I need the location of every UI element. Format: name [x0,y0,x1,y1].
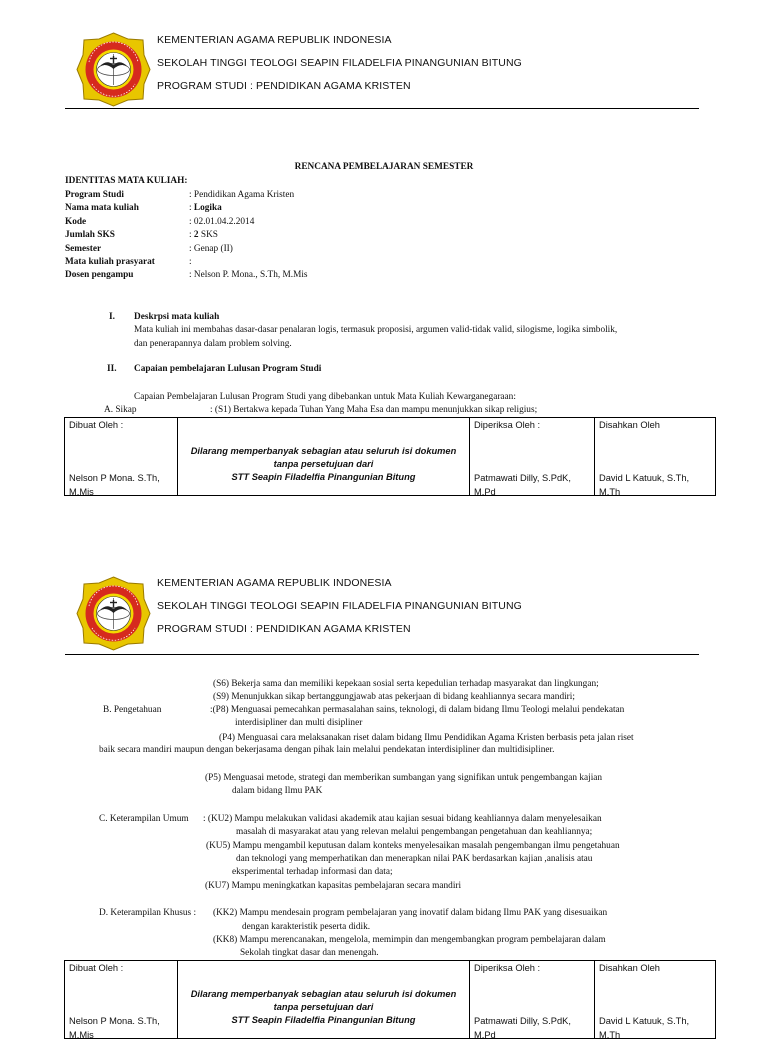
warning-cell [178,418,470,496]
pengetahuan-item: dalam bidang Ilmu PAK [232,786,323,796]
identity-value: : Pendidikan Agama Kristen [189,190,295,200]
keterampilan-khusus-item: (KK8) Mampu merencanakan, mengelola, memimpin dan mengembangkan program pembelajaran dalam [213,935,606,945]
identity-value: : Genap (II) [189,244,233,254]
approved-by-name: David L Katuuk, S.Th, [599,1016,690,1026]
checked-by-label: Diperiksa Oleh : [474,420,541,430]
identity-label: Dosen pengampu [65,270,134,280]
sikap-item: (S9) Menunjukkan sikap bertanggungjawab atas pekerjaan di bidang keahliannya secara mandiri; [213,692,575,702]
identity-heading: IDENTITAS MATA KULIAH: [65,176,188,186]
pengetahuan-item: (P4) Menguasai cara melaksanakan riset dalam bidang Ilmu Pendidikan Agama Kristen berbasis peta jalan riset [219,733,634,743]
header-divider [65,108,699,109]
header-ministry: KEMENTERIAN AGAMA REPUBLIK INDONESIA [157,577,392,589]
identity-value: : Logika [189,203,222,213]
keterampilan-umum-item: dan teknologi yang memperhatikan dan menerapkan nilai PAK berdasarkan kajian ,analisis atau [236,854,593,864]
made-by-title: M.Mis [69,487,94,497]
header-logo [76,32,151,107]
section-number: II. [107,364,117,374]
header-school-name: SEKOLAH TINGGI TEOLOGI SEAPIN FILADELFIA PINANGUNIAN BITUNG [157,600,522,612]
description-text: Mata kuliah ini membahas dasar-dasar penalaran logis, termasuk proposisi, argumen valid-tidak valid, silogisme, logika simbolik, [134,325,618,335]
approved-by-title: M.Th [599,1030,621,1040]
made-by-name: Nelson P Mona. S.Th, [69,1016,160,1026]
approved-by-title: M.Th [599,487,621,497]
header-school-name: SEKOLAH TINGGI TEOLOGI SEAPIN FILADELFIA PINANGUNIAN BITUNG [157,57,522,69]
keterampilan-umum-item: (KU5) Mampu mengambil keputusan dalam konteks menyelesaikan masalah pengembangan ilmu pengetahuan [206,841,620,851]
identity-value: : 2 SKS [189,230,218,240]
signature-table [64,417,716,496]
header-program: PROGRAM STUDI : PENDIDIKAN AGAMA KRISTEN [157,80,411,92]
sikap-item: (S6) Bekerja sama dan memiliki kepekaan sosial serta kepedulian terhadap masyarakat dan lingkungan; [213,679,599,689]
checked-by-name: Patmawati Dilly, S.PdK, [474,1016,571,1026]
header-program: PROGRAM STUDI : PENDIDIKAN AGAMA KRISTEN [157,623,411,635]
checked-by-name: Patmawati Dilly, S.PdK, [474,473,571,483]
section-title: Deskrpsi mata kuliah [134,312,220,322]
cpl-intro: Capaian Pembelajaran Lulusan Program Studi yang dibebankan untuk Mata Kuliah Kewarganegaraan: [134,392,516,402]
copy-warning: STT Seapin Filadelfia Pinangunian Bitung [231,1015,416,1025]
signature-table-clip [0,960,768,1040]
approved-by-label: Disahkan Oleh [599,963,660,973]
keterampilan-umum-item: eksperimental terhadap informasi dan data; [232,867,393,877]
made-by-label: Dibuat Oleh : [69,420,124,430]
made-by-cell [65,961,178,1039]
section-title: Capaian pembelajaran Lulusan Program Studi [134,364,322,374]
identity-value: : Nelson P. Mona., S.Th, M.Mis [189,270,308,280]
made-by-cell [65,418,178,496]
header-logo [76,576,151,651]
approved-by-cell [595,961,716,1039]
identity-label: Jumlah SKS [65,230,115,240]
keterampilan-khusus-item: Sekolah tingkat dasar dan menengah. [240,948,379,958]
identity-label: Program Studi [65,190,124,200]
header-ministry: KEMENTERIAN AGAMA REPUBLIK INDONESIA [157,34,392,46]
copy-warning: Dilarang memperbanyak sebagian atau seluruh isi dokumen [190,446,457,456]
copy-warning: tanpa persetujuan dari [273,1002,374,1012]
keterampilan-umum-item: masalah di masyarakat atau yang relevan melalui pengembangan pengetahuan dan keahliannya; [236,827,593,837]
checked-by-cell [470,961,595,1039]
pengetahuan-item: (P5) Menguasai metode, strategi dan memberikan sumbangan yang signifikan untuk pengembangan kajian [205,773,603,783]
sikap-label: A. Sikap [104,405,137,415]
keterampilan-khusus-item: dengan karakteristik peserta didik. [242,922,371,932]
checked-by-title: M.Pd [474,487,496,497]
made-by-label: Dibuat Oleh : [69,963,124,973]
approved-by-name: David L Katuuk, S.Th, [599,473,690,483]
document-title: RENCANA PEMBELAJARAN SEMESTER [294,162,474,172]
identity-label: Kode [65,217,87,227]
copy-warning: STT Seapin Filadelfia Pinangunian Bitung [231,472,416,482]
copy-warning: Dilarang memperbanyak sebagian atau seluruh isi dokumen [190,989,457,999]
made-by-title: M.Mis [69,1030,94,1040]
keterampilan-umum-item: : (KU2) Mampu melakukan validasi akademik atau kajian sesuai bidang keahliannya dalam menyelesaikan [203,814,602,824]
checked-by-title: M.Pd [474,1030,496,1040]
pengetahuan-item: :(P8) Menguasai pemecahkan permasalahan sains, teknologi, di dalam bidang Ilmu Teologi melalui pendekatan [210,705,625,715]
school-emblem-icon [76,576,151,651]
identity-value: : [189,257,192,267]
identity-label: Nama mata kuliah [65,203,139,213]
pengetahuan-item: baik secara mandiri maupun dengan bekerjasama dengan pihak lain melalui pendekatan interdisipliner dan multidisipliner. [99,745,555,755]
section-number: I. [109,312,115,322]
warning-cell [178,961,470,1039]
school-emblem-icon [76,32,151,107]
identity-label: Mata kuliah prasyarat [65,257,155,267]
approved-by-label: Disahkan Oleh [599,420,660,430]
keterampilan-khusus-item: (KK2) Mampu mendesain program pembelajaran yang inovatif dalam bidang Ilmu PAK yang disesuaikan [213,908,608,918]
pengetahuan-item: interdisipliner dan multi disipliner [235,718,363,728]
keterampilan-umum-label: C. Keterampilan Umum [99,814,189,824]
signature-table [64,960,716,1039]
header-divider [65,654,699,655]
checked-by-label: Diperiksa Oleh : [474,963,541,973]
pengetahuan-label: B. Pengetahuan [103,705,162,715]
keterampilan-khusus-label: D. Keterampilan Khusus : [99,908,197,918]
keterampilan-umum-item: (KU7) Mampu meningkatkan kapasitas pembelajaran secara mandiri [205,881,462,891]
approved-by-cell [595,418,716,496]
description-text: dan penerapannya dalam problem solving. [134,339,292,349]
identity-label: Semester [65,244,102,254]
checked-by-cell [470,418,595,496]
sikap-item: : (S1) Bertakwa kepada Tuhan Yang Maha Esa dan mampu menunjukkan sikap religius; [210,405,538,415]
made-by-name: Nelson P Mona. S.Th, [69,473,160,483]
copy-warning: tanpa persetujuan dari [273,459,374,469]
identity-value: : 02.01.04.2.2014 [189,217,255,227]
